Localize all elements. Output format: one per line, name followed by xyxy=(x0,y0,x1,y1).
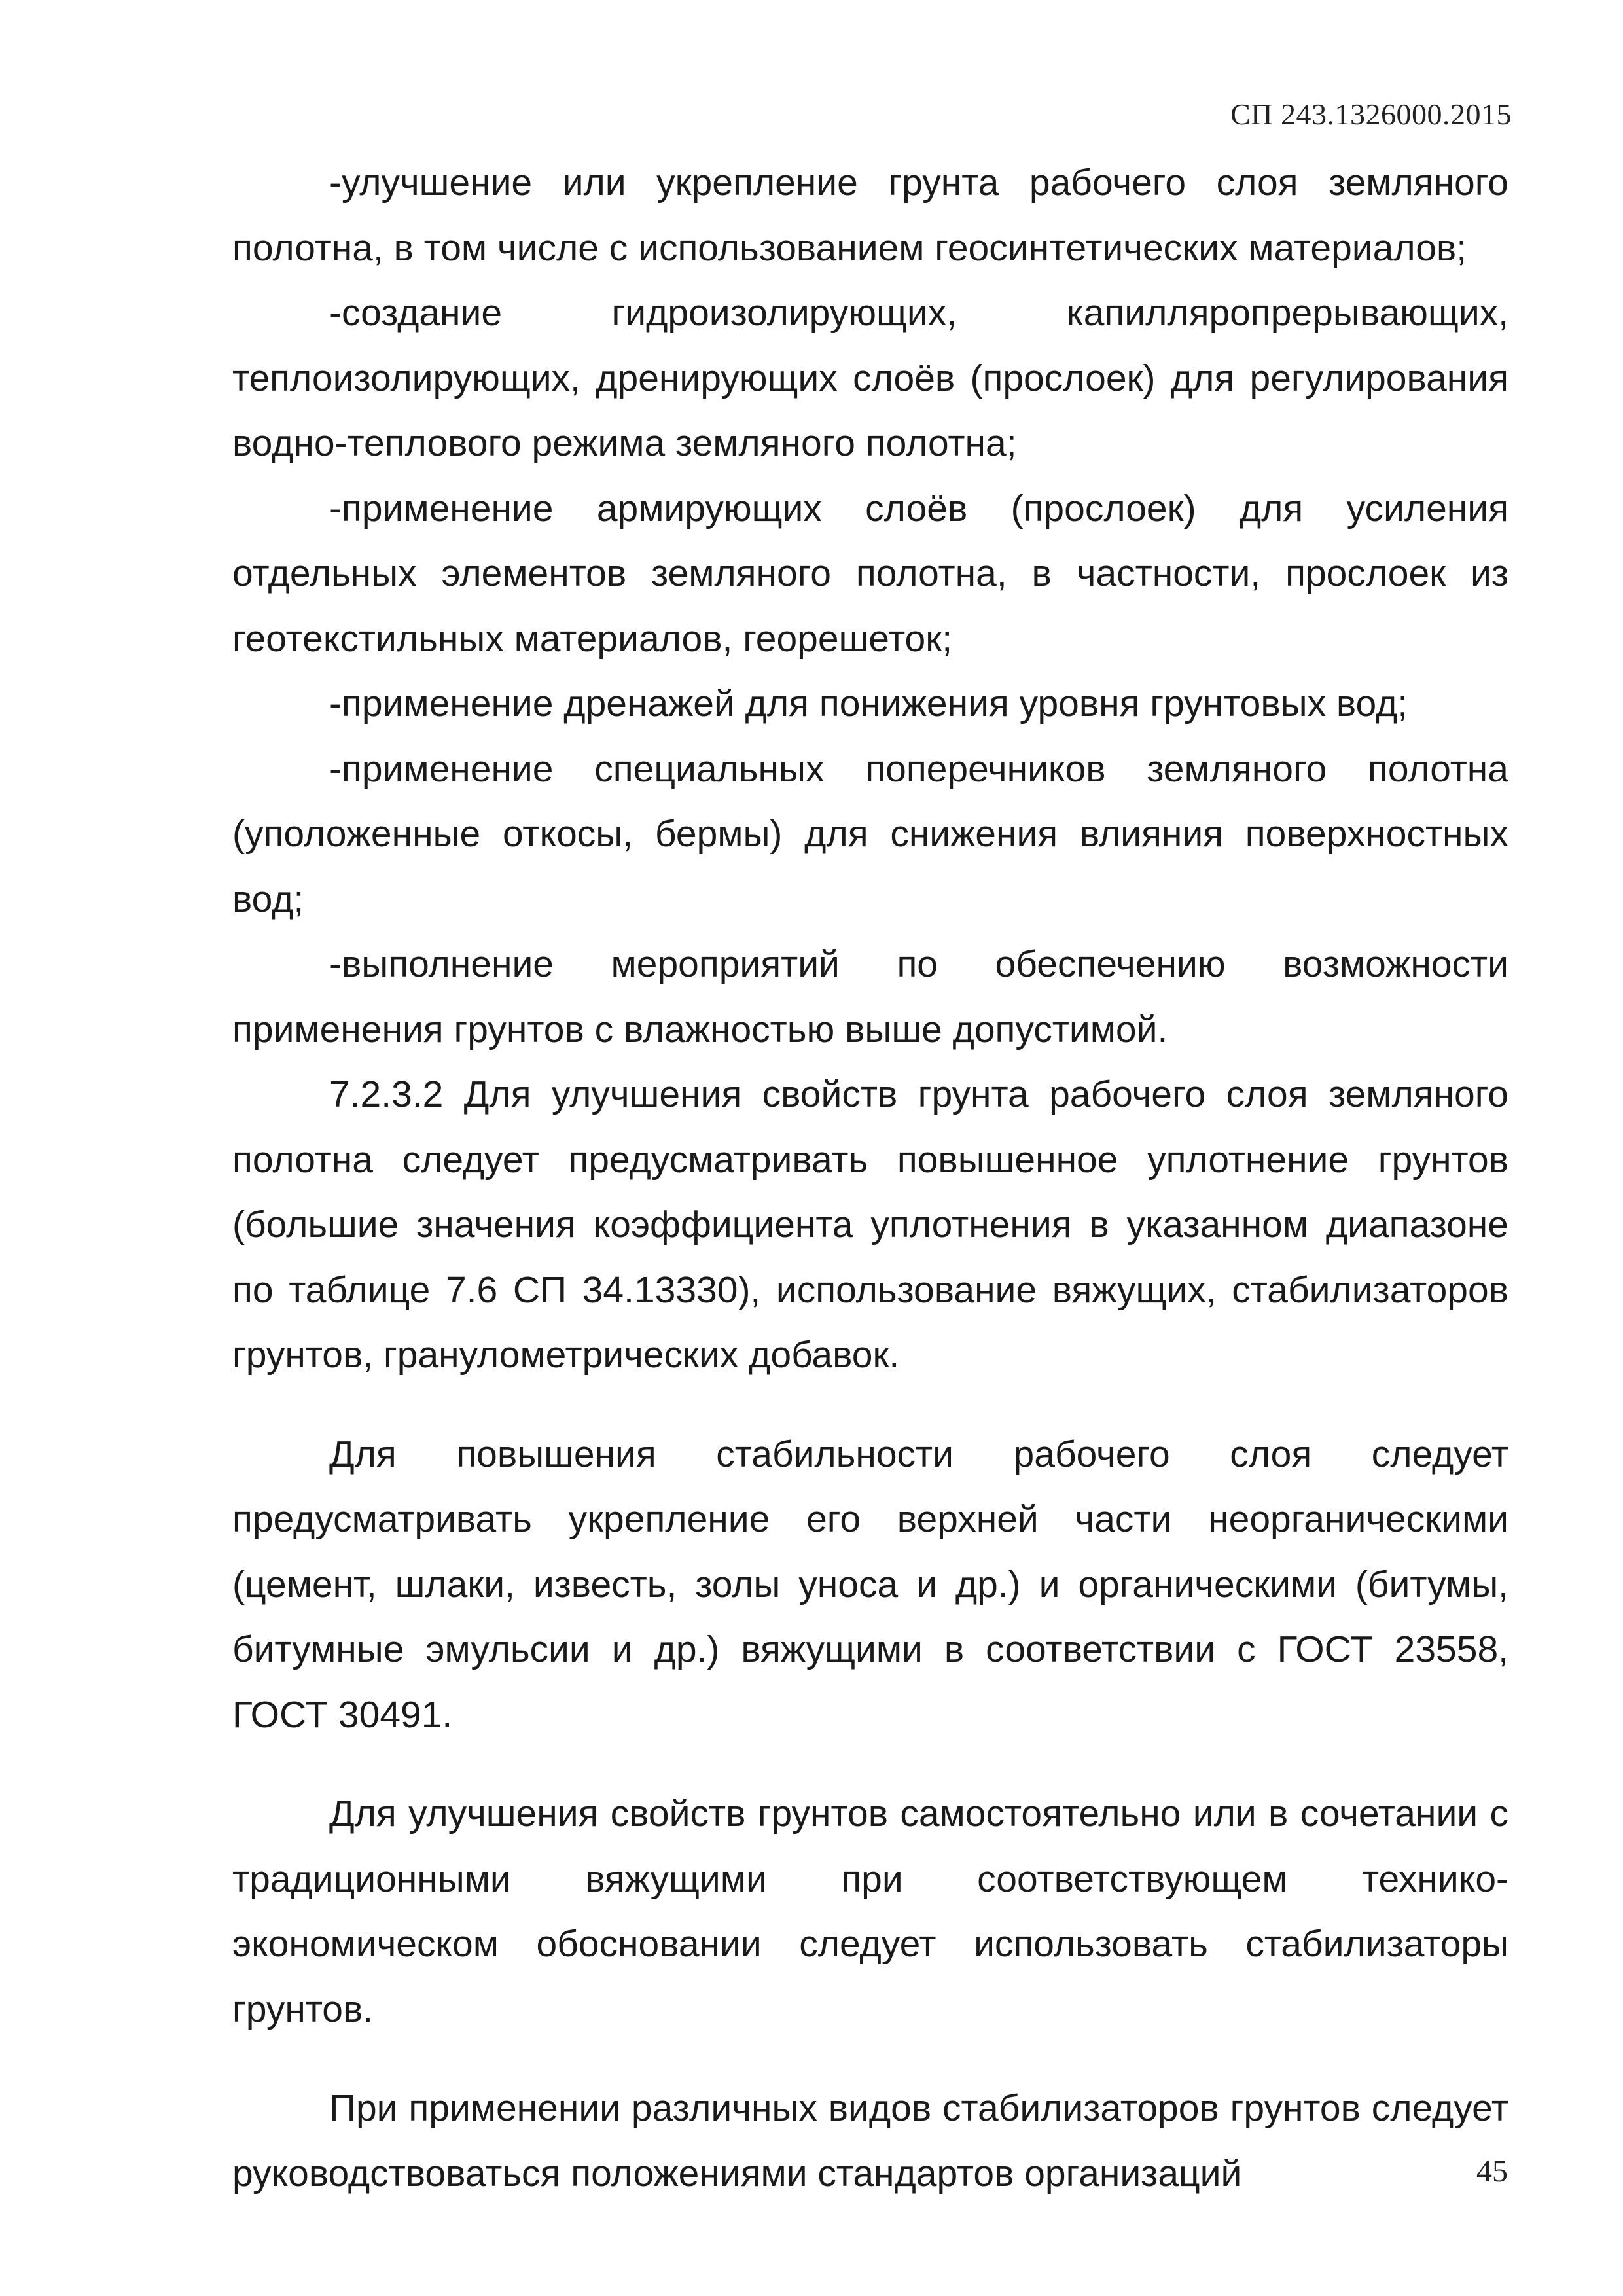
paragraph-soil-improvement: -улучшение или укрепление грунта рабочего слоя земляного полотна, в том числе с использованием геосинтетических материалов; xyxy=(232,162,1508,269)
paragraph-section-7-2-3-2: 7.2.3.2 Для улучшения свойств грунта рабочего слоя земляного полотна следует предусматривать повышенное уплотнение грунтов (большие значения коэффициента уплотнения в указанном диапазоне по таблице 7.6 СП 34.13330), использование вяжущих, стабилизаторов грунтов, гранулометрических добавок. xyxy=(232,1073,1508,1376)
paragraph-drainage: -применение дренажей для понижения уровня грунтовых вод; xyxy=(329,683,1408,725)
document-code: СП 243.1326000.2015 xyxy=(1230,98,1512,131)
paragraph-stability: Для повышения стабильности рабочего слоя следует предусматривать укрепление его верхней части неорганическими (цемент, шлаки, известь, золы уноса и др.) и органическими (битумы, битумные эмульсии и др.) вяжущими в соответствии с ГОСТ 23558, ГОСТ 30491. xyxy=(232,1433,1508,1736)
paragraph-stabilizers: Для улучшения свойств грунтов самостоятельно или в сочетании с традиционными вяжущими при соответствующем технико-экономическом обосновании следует использовать стабилизаторы грунтов. xyxy=(232,1793,1508,2030)
paragraph-organization-standards: При применении различных видов стабилизаторов грунтов следует руководствоваться положениями стандартов организаций xyxy=(232,2087,1508,2195)
paragraph-reinforcing-layers: -применение армирующих слоёв (прослоек) для усиления отдельных элементов земляного полотна, в частности, прослоек из геотекстильных материалов, георешеток; xyxy=(232,487,1508,660)
paragraph-moist-soils: -выполнение мероприятий по обеспечению возможности применения грунтов с влажностью выше допустимой. xyxy=(232,943,1508,1050)
paragraph-special-cross-sections: -применение специальных поперечников земляного полотна (уположенные откосы, бермы) для снижения влияния поверхностных вод; xyxy=(232,747,1508,920)
paragraph-insulating-layers: -создание гидроизолирующих, капилляропрерывающих, теплоизолирующих, дренирующих слоёв (прослоек) для регулирования водно-теплового режима земляного полотна; xyxy=(232,292,1508,464)
page-number: 45 xyxy=(1476,2154,1508,2189)
document-body xyxy=(232,151,1508,2206)
